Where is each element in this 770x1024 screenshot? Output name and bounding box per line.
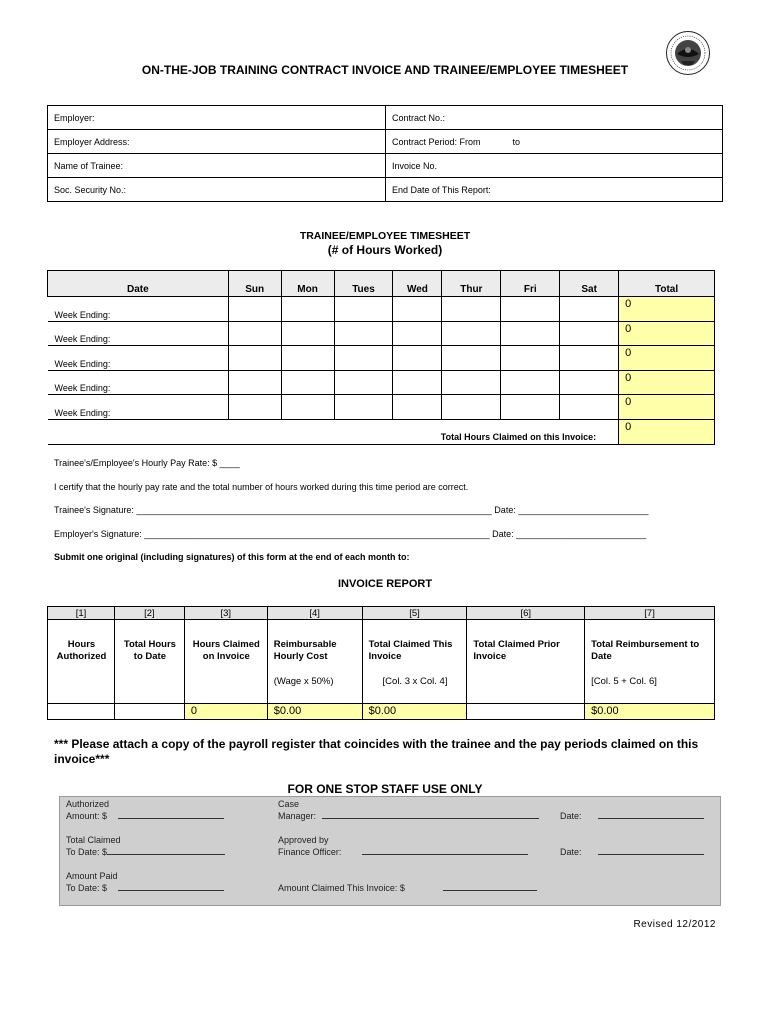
hours-cell[interactable] — [442, 321, 501, 346]
week-ending-label[interactable]: Week Ending: — [48, 370, 229, 395]
hours-cell[interactable] — [501, 370, 560, 395]
invoice-report-title: INVOICE REPORT — [337, 578, 433, 590]
hours-cell[interactable] — [228, 297, 281, 322]
hours-cell[interactable] — [442, 297, 501, 322]
case-manager-field[interactable]: Case Manager: — [278, 799, 539, 822]
week-ending-label[interactable]: Week Ending: — [48, 321, 229, 346]
week-total: 0 — [619, 297, 715, 322]
prior-invoice-value[interactable] — [467, 704, 585, 720]
hours-cell[interactable] — [560, 395, 619, 420]
col-sub-formula: [Col. 5 + Col. 6] — [591, 676, 657, 687]
timesheet-subtitle: (# of Hours Worked) — [327, 243, 443, 257]
col-fri: Fri — [501, 271, 560, 297]
table-row — [48, 321, 715, 346]
amount-claimed-this-invoice-field[interactable]: Amount Claimed This Invoice: $ — [278, 882, 537, 894]
contract-period-to-label: to — [512, 136, 521, 147]
total-claimed-to-date-field[interactable]: Total Claimed To Date: $ — [66, 835, 225, 858]
col-number: [1] — [48, 607, 115, 620]
hours-claimed-value: 0 — [184, 704, 267, 720]
hours-cell[interactable] — [393, 346, 442, 371]
certify-statement: I certify that the hourly pay rate and the total number of hours worked during this time period are correct. — [54, 482, 469, 492]
col-head-hourly-cost: Reimbursable Hourly Cost (Wage x 50%) — [267, 620, 362, 704]
hours-cell[interactable] — [501, 321, 560, 346]
hours-cell[interactable] — [281, 321, 334, 346]
employer-address-field[interactable]: Employer Address: — [48, 130, 386, 154]
col-number: [5] — [362, 607, 467, 620]
col-head-prior-invoice: Total Claimed Prior Invoice — [467, 620, 585, 704]
week-total: 0 — [619, 395, 715, 420]
staff-use-panel — [59, 796, 721, 906]
staff-section-title: FOR ONE STOP STAFF USE ONLY — [287, 782, 483, 796]
col-head-total-claimed: Total Claimed This Invoice [Col. 3 x Col. 4] — [362, 620, 467, 704]
table-row — [48, 297, 715, 322]
table-row — [48, 395, 715, 420]
col-sun: Sun — [228, 271, 281, 297]
hours-cell[interactable] — [442, 346, 501, 371]
hours-cell[interactable] — [281, 297, 334, 322]
hours-cell[interactable] — [560, 297, 619, 322]
week-ending-label[interactable]: Week Ending: — [48, 297, 229, 322]
payroll-attach-note: *** Please attach a copy of the payroll register that coincides with the trainee and the pay periods claimed on this invoice*** — [54, 737, 699, 766]
total-hours-value[interactable] — [114, 704, 184, 720]
col-wed: Wed — [393, 271, 442, 297]
hours-cell[interactable] — [281, 370, 334, 395]
hours-cell[interactable] — [228, 321, 281, 346]
timesheet-title: TRAINEE/EMPLOYEE TIMESHEET — [299, 230, 471, 242]
hours-cell[interactable] — [560, 321, 619, 346]
hours-authorized-value[interactable] — [48, 704, 115, 720]
week-ending-label[interactable]: Week Ending: — [48, 346, 229, 371]
hours-cell[interactable] — [501, 395, 560, 420]
col-thur: Thur — [442, 271, 501, 297]
timesheet-table — [47, 270, 715, 445]
revision-date: Revised 12/2012 — [633, 919, 716, 930]
hours-cell[interactable] — [334, 297, 393, 322]
pay-rate-line[interactable]: Trainee's/Employee's Hourly Pay Rate: $ ____ — [54, 458, 240, 468]
col-head-hours-claimed: Hours Claimed on Invoice — [184, 620, 267, 704]
ssn-field[interactable]: Soc. Security No.: — [48, 178, 386, 202]
employer-field[interactable]: Employer: — [48, 106, 386, 130]
contract-period-label: Contract Period: From — [392, 136, 481, 147]
col-number: [6] — [467, 607, 585, 620]
week-total: 0 — [619, 346, 715, 371]
hourly-cost-value: $0.00 — [267, 704, 362, 720]
hours-cell[interactable] — [442, 395, 501, 420]
contract-no-field[interactable]: Contract No.: — [386, 106, 723, 130]
hours-cell[interactable] — [560, 370, 619, 395]
employer-signature-line[interactable]: Employer's Signature: _____________________________________________________________________ Date: __________________________ — [54, 529, 647, 539]
total-hours-claimed-label: Total Hours Claimed on this Invoice: — [48, 419, 619, 444]
document-title: ON-THE-JOB TRAINING CONTRACT INVOICE AND TRAINEE/EMPLOYEE TIMESHEET — [141, 63, 629, 77]
col-total: Total — [619, 271, 715, 297]
hours-cell[interactable] — [228, 370, 281, 395]
hours-cell[interactable] — [228, 395, 281, 420]
hours-cell[interactable] — [393, 370, 442, 395]
amount-paid-field[interactable]: Amount Paid To Date: $ — [66, 871, 224, 894]
week-total: 0 — [619, 321, 715, 346]
col-tues: Tues — [334, 271, 393, 297]
col-sub-formula: [Col. 3 x Col. 4] — [382, 676, 448, 687]
col-head-total-reimbursement: Total Reimbursement to Date [Col. 5 + Col. 6] — [585, 620, 715, 704]
claimed-row — [48, 419, 715, 444]
trainee-signature-line[interactable]: Trainee's Signature: _______________________________________________________________________ Date: __________________________ — [54, 505, 649, 515]
contract-period-field[interactable] — [386, 130, 723, 154]
col-number: [7] — [585, 607, 715, 620]
timesheet-heading — [0, 229, 770, 257]
table-row — [48, 346, 715, 371]
hours-cell[interactable] — [281, 395, 334, 420]
col-head-hours-authorized: Hours Authorized — [48, 620, 115, 704]
week-ending-label[interactable]: Week Ending: — [48, 395, 229, 420]
hours-cell[interactable] — [281, 346, 334, 371]
col-sub-wage: (Wage x 50%) — [273, 676, 334, 687]
hours-cell[interactable] — [393, 297, 442, 322]
date-field[interactable]: Date: — [560, 846, 704, 858]
hours-cell[interactable] — [334, 321, 393, 346]
col-date: Date — [48, 271, 229, 297]
table-row — [48, 370, 715, 395]
hours-cell[interactable] — [334, 395, 393, 420]
end-date-field[interactable]: End Date of This Report: — [386, 178, 723, 202]
col-number: [3] — [184, 607, 267, 620]
trainee-name-field[interactable]: Name of Trainee: — [48, 154, 386, 178]
col-number: [2] — [114, 607, 184, 620]
total-hours-claimed-value: 0 — [619, 419, 715, 444]
hours-cell[interactable] — [501, 297, 560, 322]
total-claimed-value: $0.00 — [362, 704, 467, 720]
col-head-total-hours: Total Hours to Date — [114, 620, 184, 704]
submit-instruction: Submit one original (including signatures) of this form at the end of each month to: — [54, 552, 410, 562]
col-mon: Mon — [281, 271, 334, 297]
hours-cell[interactable] — [334, 370, 393, 395]
col-sat: Sat — [560, 271, 619, 297]
hours-cell[interactable] — [501, 346, 560, 371]
hours-cell[interactable] — [560, 346, 619, 371]
invoice-table — [47, 606, 715, 720]
hours-cell[interactable] — [393, 395, 442, 420]
contract-info-table — [47, 105, 723, 202]
total-reimbursement-value: $0.00 — [585, 704, 715, 720]
hours-cell[interactable] — [393, 321, 442, 346]
hours-cell[interactable] — [442, 370, 501, 395]
invoice-no-field[interactable]: Invoice No. — [386, 154, 723, 178]
date-field[interactable]: Date: — [560, 810, 704, 822]
table-row — [48, 704, 715, 720]
week-total: 0 — [619, 370, 715, 395]
hours-cell[interactable] — [228, 346, 281, 371]
authorized-amount-field[interactable]: Authorized Amount: $ — [66, 799, 224, 822]
hours-cell[interactable] — [334, 346, 393, 371]
col-number: [4] — [267, 607, 362, 620]
finance-officer-field[interactable]: Approved by Finance Officer: — [278, 835, 528, 858]
